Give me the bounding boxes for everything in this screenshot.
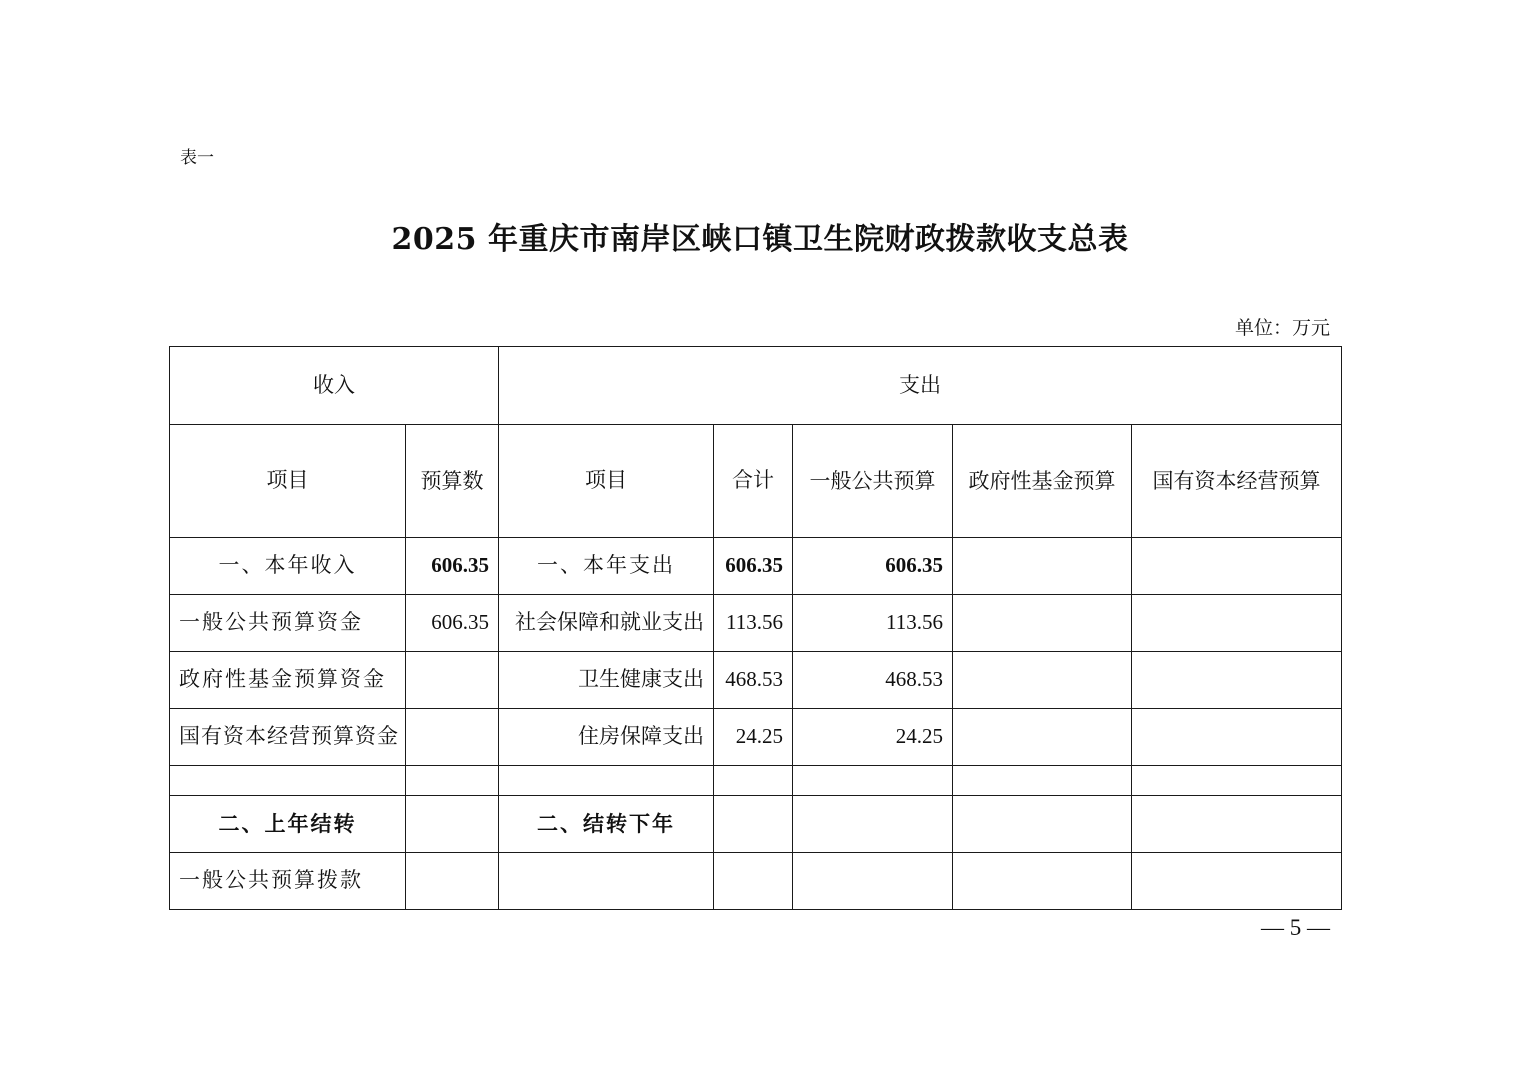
state-capital-amount [1132, 538, 1342, 595]
general-budget-amount: 24.25 [793, 709, 953, 766]
state-capital-amount [1132, 796, 1342, 853]
gov-fund-amount [953, 709, 1132, 766]
table-row [170, 709, 1342, 766]
gov-fund-amount [953, 538, 1132, 595]
total-amount [714, 766, 793, 796]
income-amount [406, 853, 499, 910]
header-band-row [170, 347, 1342, 425]
table-label: 表一 [180, 148, 214, 168]
total-amount [714, 853, 793, 910]
expenditure-item: 社会保障和就业支出 [499, 595, 714, 652]
general-budget-amount [793, 853, 953, 910]
income-item: 一般公共预算资金 [170, 595, 406, 652]
total-amount [714, 796, 793, 853]
table-row [170, 538, 1342, 595]
expenditure-header: 支出 [499, 347, 1342, 425]
expenditure-item: 卫生健康支出 [499, 652, 714, 709]
page-number: — 5 — [1261, 915, 1330, 940]
unit-note: 单位：万元 [1234, 317, 1330, 339]
income-item [170, 766, 406, 796]
state-capital-amount [1132, 853, 1342, 910]
income-item: 国有资本经营预算资金 [170, 709, 406, 766]
page-title: 2025 年重庆市南岸区峡口镇卫生院财政拨款收支总表 [391, 222, 1129, 257]
gov-fund-amount [953, 796, 1132, 853]
general-budget-amount: 468.53 [793, 652, 953, 709]
gov-fund-amount [953, 652, 1132, 709]
income-item: 二、上年结转 [170, 796, 406, 853]
total-amount: 606.35 [714, 538, 793, 595]
general-budget-amount: 606.35 [793, 538, 953, 595]
col-header-state-capital-budget: 国有资本经营预算 [1132, 425, 1342, 538]
income-header: 收入 [170, 347, 499, 425]
general-budget-amount [793, 796, 953, 853]
general-budget-amount: 113.56 [793, 595, 953, 652]
income-amount [406, 709, 499, 766]
gov-fund-amount [953, 853, 1132, 910]
income-amount [406, 652, 499, 709]
col-header-total: 合计 [714, 425, 793, 538]
expenditure-item: 一、本年支出 [499, 538, 714, 595]
total-amount: 468.53 [714, 652, 793, 709]
state-capital-amount [1132, 652, 1342, 709]
col-header-expenditure-item: 项目 [499, 425, 714, 538]
state-capital-amount [1132, 595, 1342, 652]
state-capital-amount [1132, 766, 1342, 796]
expenditure-item: 住房保障支出 [499, 709, 714, 766]
income-item: 政府性基金预算资金 [170, 652, 406, 709]
table-row [170, 652, 1342, 709]
col-header-general-budget: 一般公共预算 [793, 425, 953, 538]
total-amount: 113.56 [714, 595, 793, 652]
column-header-row [170, 425, 1342, 538]
budget-summary-table [169, 346, 1342, 910]
table-row [170, 796, 1342, 853]
income-amount: 606.35 [406, 595, 499, 652]
state-capital-amount [1132, 709, 1342, 766]
expenditure-item: 二、结转下年 [499, 796, 714, 853]
table-row-blank [170, 766, 1342, 796]
general-budget-amount [793, 766, 953, 796]
expenditure-item [499, 853, 714, 910]
gov-fund-amount [953, 595, 1132, 652]
gov-fund-amount [953, 766, 1132, 796]
total-amount: 24.25 [714, 709, 793, 766]
income-amount [406, 796, 499, 853]
col-header-income-item: 项目 [170, 425, 406, 538]
table-row [170, 595, 1342, 652]
income-item: 一般公共预算拨款 [170, 853, 406, 910]
table-row [170, 853, 1342, 910]
income-amount: 606.35 [406, 538, 499, 595]
income-item: 一、本年收入 [170, 538, 406, 595]
col-header-gov-fund-budget: 政府性基金预算 [953, 425, 1132, 538]
expenditure-item [499, 766, 714, 796]
col-header-budget-amount: 预算数 [406, 425, 499, 538]
income-amount [406, 766, 499, 796]
